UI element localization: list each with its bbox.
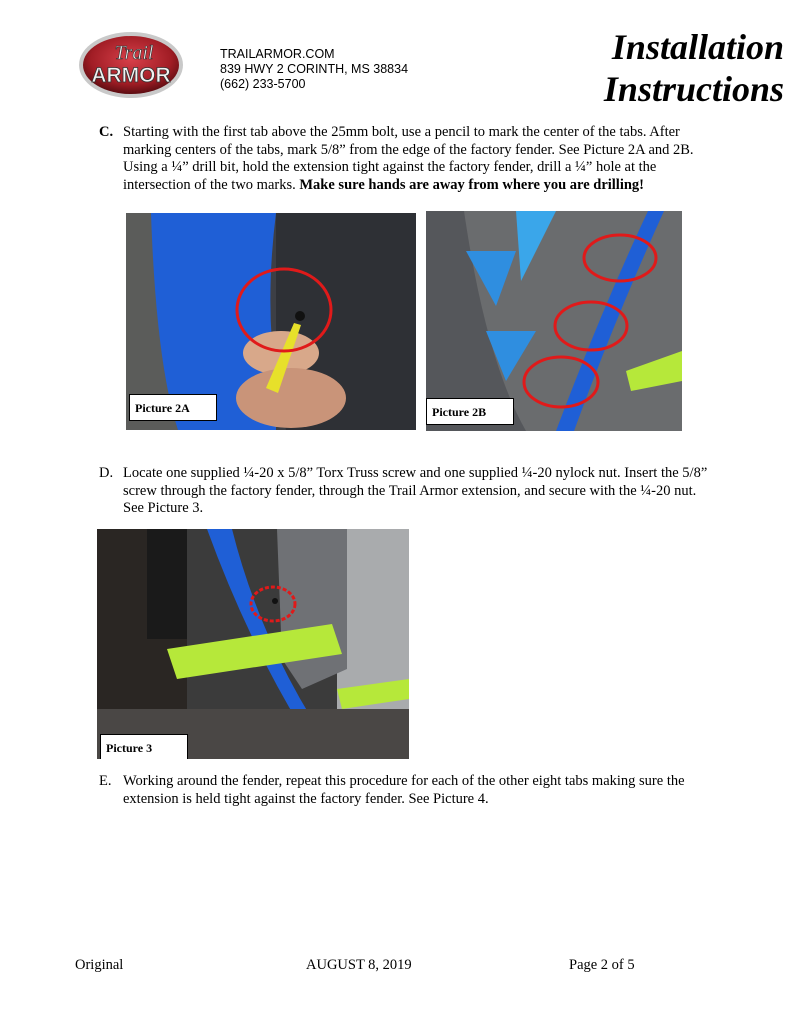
company-info: [220, 47, 408, 92]
step-c-text: Starting with the first tab above the 25mm bolt, use a pencil to mark the center of the tabs. After marking centers of the tabs, mark 5/8” from the edge of the factory fender. See Picture 2A and 2B. Using a ¼” drill bit, hold the extension tight against the factory fender, drill a ¼” hole at the intersection of the two marks. Make sure hands are away from where you are drilling!: [123, 124, 694, 193]
trail-armor-logo: [78, 30, 184, 100]
step-c-letter: C.: [99, 124, 114, 140]
step-d-text: Locate one supplied ¼-20 x 5/8” Torx Truss screw and one supplied ¼-20 nylock nut. Insert the 5/8” screw through the factory fender, through the Trail Armor extension, and secure with the ¼-20 nut. See Picture 3.: [123, 465, 708, 516]
picture-2a-caption: Picture 2A: [129, 394, 217, 421]
footer-left: Original: [75, 957, 124, 973]
company-site: TRAILARMOR.COM: [220, 47, 335, 61]
picture-2b: [426, 211, 682, 431]
picture-3: [97, 529, 409, 759]
step-d-letter: D.: [99, 465, 114, 481]
page-title: Installation Instructions: [603, 27, 784, 109]
step-e-letter: E.: [99, 773, 112, 789]
footer-date: AUGUST 8, 2019: [306, 957, 412, 973]
company-address: 839 HWY 2 CORINTH, MS 38834: [220, 62, 409, 76]
step-c: [99, 124, 719, 194]
company-phone: (662) 233-5700: [220, 77, 306, 91]
picture-2b-caption: Picture 2B: [426, 398, 514, 425]
picture-2a: [126, 213, 416, 430]
footer-page-number: Page 2 of 5: [569, 957, 635, 973]
step-e: [99, 773, 719, 808]
step-c-warning: Make sure hands are away from where you are drilling!: [299, 176, 645, 193]
logo-text-bottom: ARMOR: [91, 64, 171, 87]
picture-3-caption: Picture 3: [100, 734, 188, 759]
step-d: [99, 465, 719, 518]
logo-text-top: Trail: [114, 42, 154, 64]
step-e-text: Working around the fender, repeat this procedure for each of the other eight tabs making sure the extension is held tight against the factory fender. See Picture 4.: [123, 773, 685, 807]
